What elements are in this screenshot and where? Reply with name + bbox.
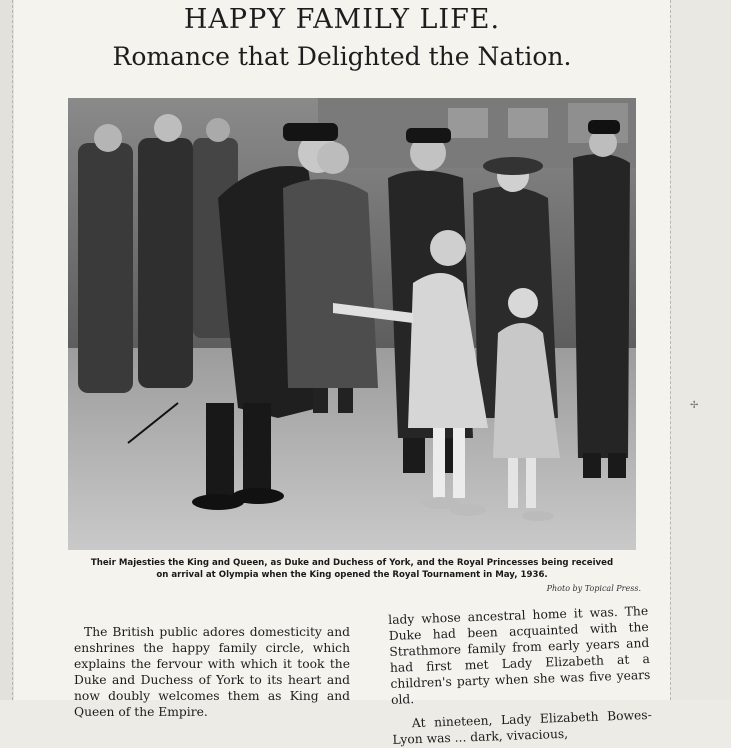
page-blemish-icon: ✢ [690, 400, 699, 411]
article-headline: HAPPY FAMILY LIFE. [183, 4, 501, 35]
article-subheadline: Romance that Delighted the Nation. [112, 42, 572, 71]
photo-caption [68, 557, 636, 581]
caption-line-2: on arrival at Olympia when the King opened the Royal Tournament in May, 1936. [156, 570, 548, 580]
article-photo [68, 98, 636, 550]
next-page-edge [670, 0, 731, 700]
caption-line-1: Their Majesties the King and Queen, as Duke and Duchess of York, and the Royal Princesses being received [90, 558, 614, 568]
photo-illustration [68, 98, 636, 550]
photo-credit: Photo by Topical Press. [546, 584, 641, 593]
page-edge-left [12, 0, 13, 700]
right-column-paragraph-2: At nineteen, Lady Elizabeth Bowes-Lyon was ... dark, vivacious, [392, 707, 652, 747]
right-column-paragraph-1: lady whose ancestral home it was. The Duke had been acquainted with the Strathmore family from early years and had first met Lady Elizabeth at a children's party when she was five years old. [388, 603, 651, 707]
body-left-column: The British public adores domesticity and enshrines the happy family circle, which explains the fervour with which it took the Duke and Duchess of York to its heart and now doubly welcomes them as King and Queen of the Empire. [74, 625, 350, 719]
body-right-column [388, 603, 653, 748]
